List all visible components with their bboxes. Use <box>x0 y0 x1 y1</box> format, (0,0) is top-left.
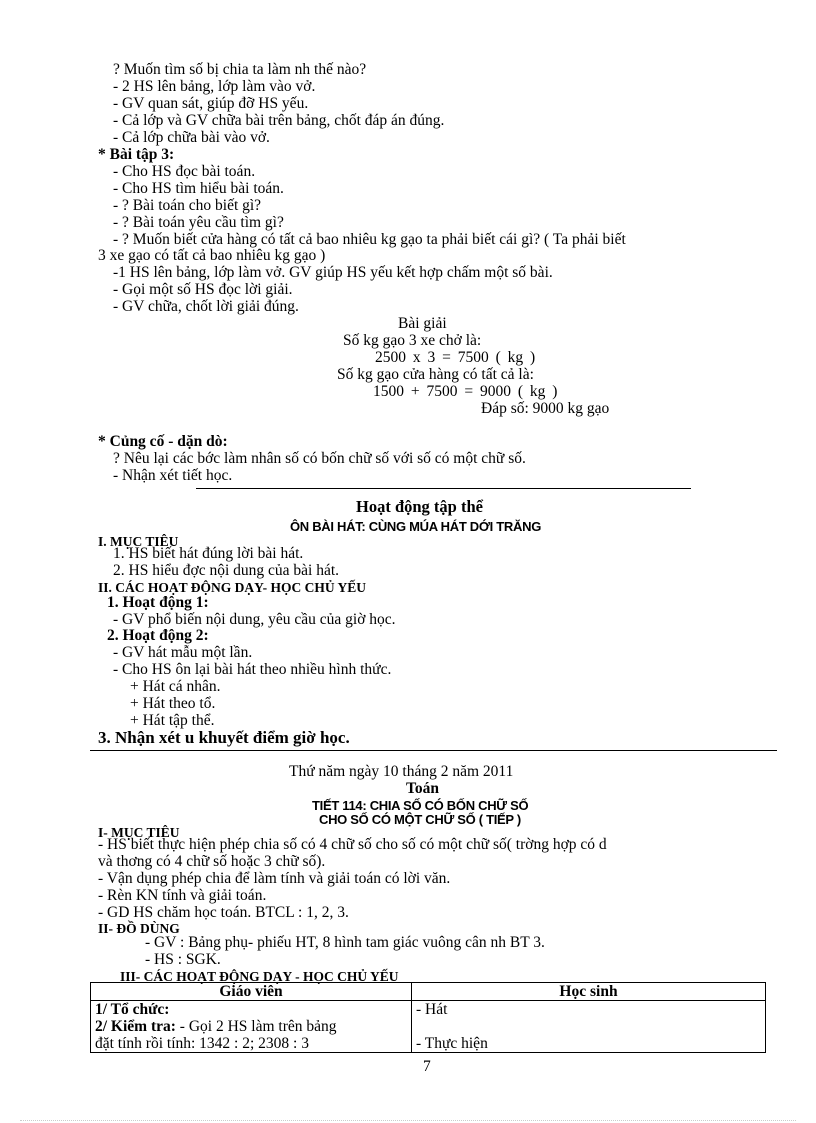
list-item: + Hát cá nhân. <box>130 678 221 695</box>
divider <box>90 750 777 751</box>
teacher-cell <box>91 1001 412 1053</box>
column-header-student: Học sinh <box>412 983 766 1001</box>
solution-step-1-label: Số kg gạo 3 xe chở là: <box>343 332 482 349</box>
exercise-3-heading: * Bài tập 3: <box>98 146 175 163</box>
text-line: - HS biết thực hiện phép chia số có 4 chữ số cho số có một chữ số( trờng hợp có d <box>98 836 607 853</box>
check-label: 2/ Kiểm tra: <box>95 1018 176 1035</box>
text-line: -1 HS lên bảng, lớp làm vở. GV giúp HS yếu kết hợp chấm một số bài. <box>113 264 553 281</box>
check-text-2: đặt tính rồi tính: 1342 : 2; 2308 : 3 <box>95 1035 309 1052</box>
text-line: 1. HS biết hát đúng lời bài hát. <box>113 545 304 562</box>
text-line: - Cho HS đọc bài toán. <box>113 163 256 180</box>
text-line: - GV quan sát, giúp đỡ HS yếu. <box>113 95 309 112</box>
text-line: - Cả lớp và GV chữa bài trên bảng, chốt đáp án đúng. <box>113 112 445 129</box>
question-line: ? Muốn tìm số bị chia ta làm nh thế nào? <box>113 61 367 78</box>
text-line: - Cả lớp chữa bài vào vở. <box>113 129 270 146</box>
list-item: + Hát theo tổ. <box>130 695 216 712</box>
text-line: - Cho HS ôn lại bài hát theo nhiều hình thức. <box>113 661 392 678</box>
page-number: 7 <box>423 1058 431 1075</box>
text-line: - ? Bài toán yêu cầu tìm gì? <box>113 214 284 231</box>
text-line: ? Nêu lại các bớc làm nhân số có bốn chữ số với số có một chữ số. <box>113 450 526 467</box>
text-line: - Vận dụng phép chia để làm tính và giải toán có lời văn. <box>98 870 451 887</box>
solution-step-1-calc: 2500 x 3 = 7500 ( kg ) <box>375 349 536 366</box>
text-line: - Nhận xét tiết học. <box>113 467 233 484</box>
text-line: - Rèn KN tính và giải toán. <box>98 887 267 904</box>
lesson-title-line-2: CHO SỐ CÓ MỘT CHỮ SỐ ( TIẾP ) <box>319 812 521 827</box>
solution-step-2-calc: 1500 + 7500 = 9000 ( kg ) <box>373 383 558 400</box>
activities-heading: III- CÁC HOẠT ĐỘNG DẠY - HỌC CHỦ YẾU <box>120 969 399 984</box>
review-heading: 3. Nhận xét u khuyết điểm giờ học. <box>98 728 350 747</box>
organization-label: 1/ Tổ chức: <box>95 1001 170 1018</box>
spacer <box>416 1018 761 1035</box>
lesson-subject: Toán <box>406 780 440 797</box>
table-header-row <box>91 983 766 1001</box>
student-cell <box>412 1001 766 1053</box>
divider <box>196 488 691 489</box>
activities-heading: II. CÁC HOẠT ĐỘNG DẠY- HỌC CHỦ YẾU <box>98 580 367 595</box>
column-header-teacher: Giáo viên <box>91 983 412 1001</box>
materials-heading: II- ĐỒ DÙNG <box>98 921 180 936</box>
text-line: - HS : SGK. <box>145 951 221 968</box>
text-line: - Cho HS tìm hiểu bài toán. <box>113 180 284 197</box>
solution-title: Bài giải <box>398 315 447 332</box>
consolidation-heading: * Củng cố - dặn dò: <box>98 433 228 450</box>
list-item: + Hát tập thể. <box>130 712 215 729</box>
text-line: - GV : Bảng phụ- phiếu HT, 8 hình tam giác vuông cân nh BT 3. <box>145 934 545 951</box>
objectives-heading: I. MỤC TIÊU <box>98 534 179 549</box>
text-line: và thơng có 4 chữ số hoặc 3 chữ số). <box>98 853 326 870</box>
text-line: - ? Muốn biết cửa hàng có tất cả bao nhiêu kg gạo ta phải biết cái gì? ( Ta phải biết <box>113 231 626 248</box>
text-line: 3 xe gạo có tất cả bao nhiêu kg gạo ) <box>98 247 326 264</box>
activity-2-heading: 2. Hoạt động 2: <box>107 627 209 644</box>
group-activity-title: Hoạt động tập thể <box>356 497 483 516</box>
objectives-heading: I- MỤC TIÊU <box>98 825 180 840</box>
activity-1-heading: 1. Hoạt động 1: <box>107 594 209 611</box>
page-edge <box>20 1120 796 1121</box>
text-line: 2. HS hiểu đợc nội dung của bài hát. <box>113 562 340 579</box>
text-line: - 2 HS lên bảng, lớp làm vào vở. <box>113 78 316 95</box>
student-org-text: - Hát <box>416 1001 448 1018</box>
check-text: - Gọi 2 HS làm trên bảng <box>175 1018 337 1035</box>
text-line: - Gọi một số HS đọc lời giải. <box>113 281 293 298</box>
solution-answer: Đáp số: 9000 kg gạo <box>481 400 610 417</box>
lesson-plan-table <box>90 982 766 1053</box>
solution-step-2-label: Số kg gạo cửa hàng có tất cả là: <box>337 366 534 383</box>
text-line: - GD HS chăm học toán. BTCL : 1, 2, 3. <box>98 904 349 921</box>
lesson-date: Thứ năm ngày 10 tháng 2 năm 2011 <box>289 763 514 780</box>
check-line <box>95 1018 407 1035</box>
text-line: - GV hát mẫu một lần. <box>113 644 253 661</box>
student-check-text: - Thực hiện <box>416 1035 488 1052</box>
table-row <box>91 1001 766 1053</box>
text-line: - ? Bài toán cho biết gì? <box>113 197 262 214</box>
text-line: - GV chữa, chốt lời giải đúng. <box>113 298 299 315</box>
lesson-title-line-1: TIẾT 114: CHIA SỐ CÓ BỐN CHỮ SỐ <box>312 798 529 813</box>
text-line: - GV phổ biến nội dung, yêu cầu của giờ học. <box>113 611 396 628</box>
group-activity-subtitle: ÔN BÀI HÁT: CÙNG MÚA HÁT DỚI TRĂNG <box>290 519 542 534</box>
